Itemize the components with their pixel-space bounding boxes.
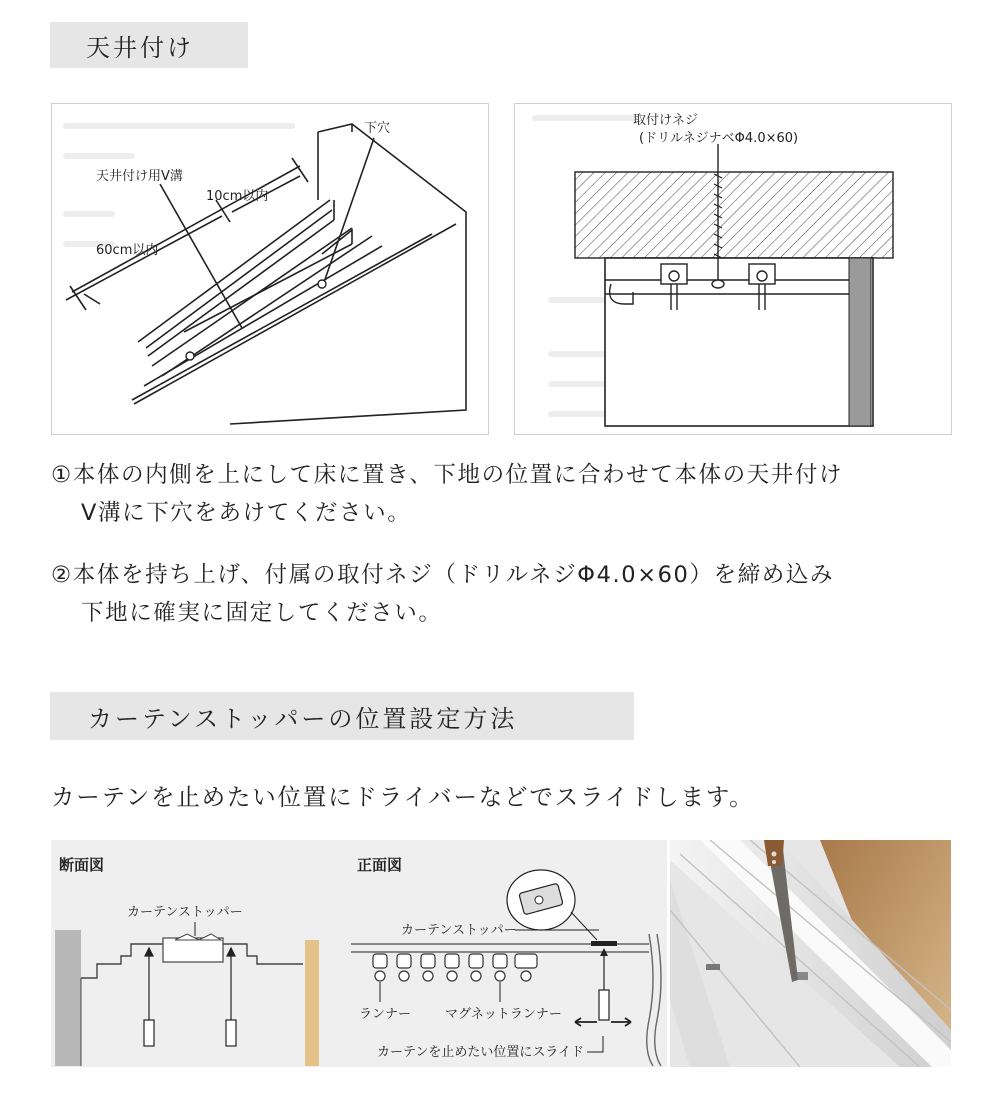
cross-section-stopper-label: カーテンストッパー <box>127 905 243 920</box>
figure-screw-section <box>514 103 952 435</box>
section-title: カーテンストッパーの位置設定方法 <box>88 704 518 733</box>
label-screw-spec: (ドリルネジナベΦ4.0×60) <box>639 131 799 146</box>
step-2-line1: ②本体を持ち上げ、付属の取付ネジ（ドリルネジΦ4.0×60）を締め込み <box>51 562 835 588</box>
front-view-title: 正面図 <box>357 856 403 874</box>
label-screw: 取付けネジ <box>633 113 699 128</box>
stopper-photo-illustration <box>670 840 951 1067</box>
front-view-stopper-label: カーテンストッパー <box>401 923 517 938</box>
section-heading-ceiling-mount <box>50 22 248 68</box>
step-2 <box>51 556 834 632</box>
step-1-line1: ①本体の内側を上にして床に置き、下地の位置に合わせて本体の天井付け <box>51 462 844 488</box>
front-view-slide-label: カーテンを止めたい位置にスライド <box>377 1045 584 1060</box>
stopper-diagrams <box>51 840 667 1067</box>
front-view-runner-label: ランナー <box>359 1007 412 1022</box>
front-view-magnet-runner-label: マグネットランナー <box>445 1007 562 1022</box>
label-pilot-hole: 下穴 <box>364 121 391 136</box>
label-v-groove: 天井付け用V溝 <box>96 169 183 184</box>
stopper-photo <box>670 840 951 1067</box>
rail-groove-drawing <box>52 104 488 434</box>
screw-section-drawing <box>515 104 951 434</box>
stopper-intro-text: カーテンを止めたい位置にドライバーなどでスライドします。 <box>51 783 755 811</box>
figure-rail-groove <box>51 103 489 435</box>
step-2-line2: 下地に確実に固定してください。 <box>81 600 443 626</box>
section-heading-curtain-stopper <box>50 692 634 740</box>
label-10cm: 10cm以内 <box>206 189 269 204</box>
step-1 <box>51 456 843 532</box>
label-60cm: 60cm以内 <box>96 243 159 258</box>
stopper-diagram-panel <box>51 840 667 1067</box>
section-title: 天井付け <box>86 33 194 62</box>
step-1-line2: V溝に下穴をあけてください。 <box>81 500 412 526</box>
cross-section-title: 断面図 <box>59 856 105 874</box>
